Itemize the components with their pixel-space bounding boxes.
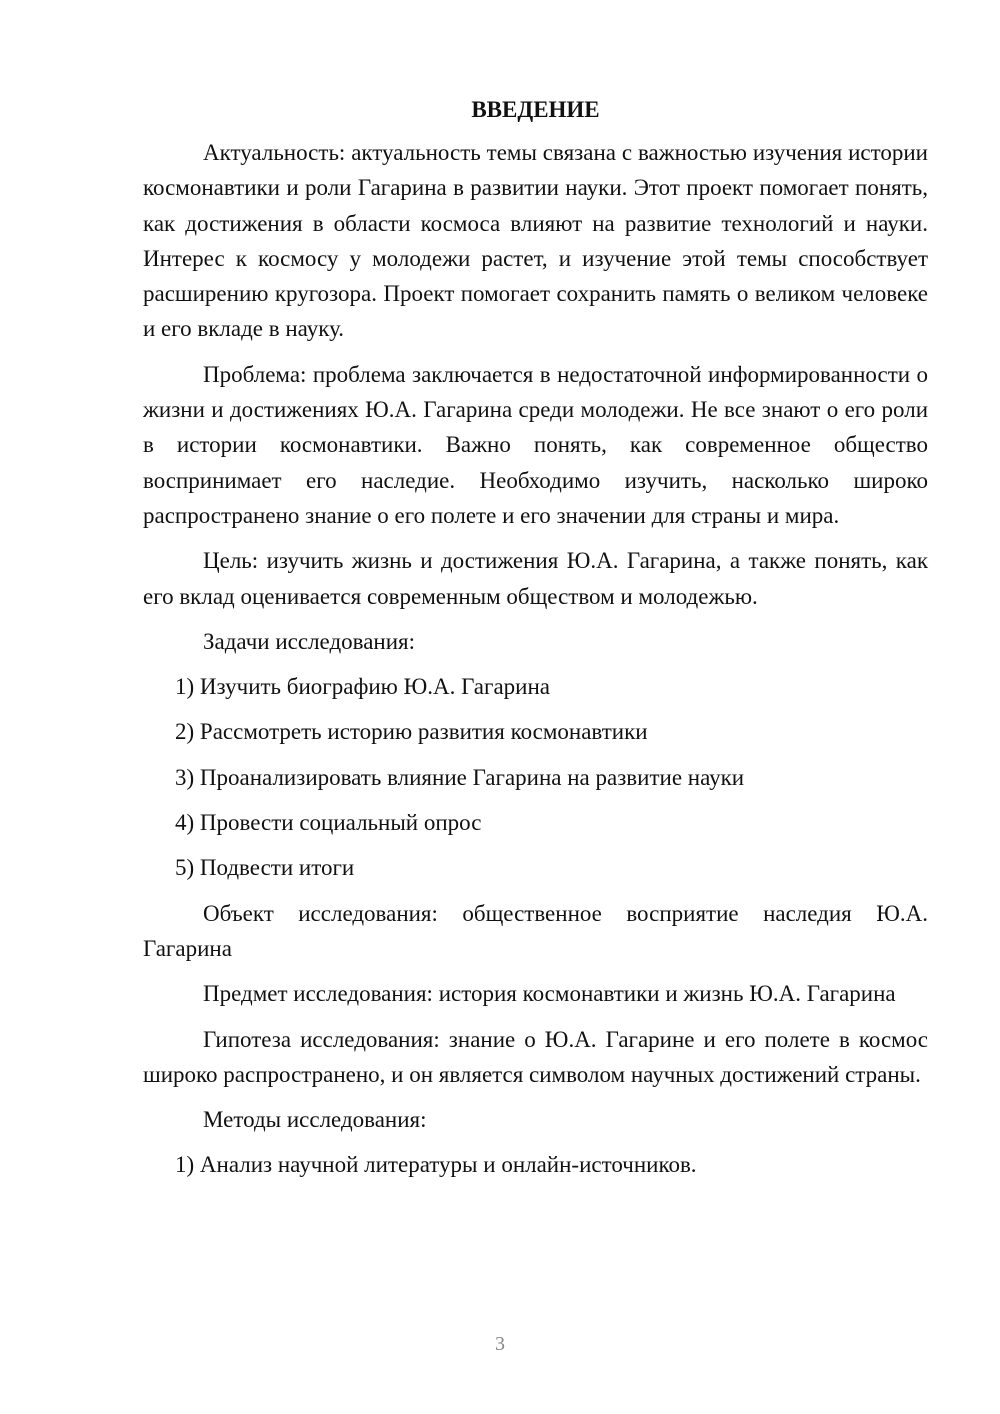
problem-paragraph: Проблема: проблема заключается в недостаточной информированности о жизни и достижениях Ю.А. Гагарина среди молодежи. Не все знают о его роли в истории космонавтики. Важно понять, как современное общество воспринимает его наследие. Необходимо изучить, насколько широко распространено знание о его полете и его значении для страны и мира.: [143, 361, 928, 528]
method-item: 1) Анализ научной литературы и онлайн-источников.: [175, 1152, 697, 1178]
section-heading: ВВЕДЕНИЕ: [471, 97, 600, 122]
task-item: 5) Подвести итоги: [175, 855, 355, 881]
object-paragraph: Объект исследования: общественное восприятие наследия Ю.А. Гагарина: [143, 900, 928, 961]
relevance-paragraph: Актуальность: актуальность темы связана с важностью изучения истории космонавтики и роли Гагарина в развитии науки. Этот проект помогает понять, как достижения в области космоса влияют на развитие технологий и науки. Интерес к космосу у молодежи растет, и изучение этой темы способствует расширению кругозора. Проект помогает сохранить память о великом человеке и его вкладе в науку.: [143, 140, 928, 342]
page-number: 3: [495, 1333, 505, 1355]
task-item: 4) Провести социальный опрос: [175, 810, 482, 836]
hypothesis-paragraph: Гипотеза исследования: знание о Ю.А. Гагарине и его полете в космос широко распространено, и он является символом научных достижений страны.: [143, 1026, 928, 1087]
task-item: 3) Проанализировать влияние Гагарина на развитие науки: [175, 764, 745, 790]
document-page: [143, 95, 928, 1193]
tasks-heading: Задачи исследования:: [203, 628, 416, 654]
task-item: 2) Рассмотреть историю развития космонавтики: [175, 719, 648, 745]
subject-paragraph: Предмет исследования: история космонавтики и жизнь Ю.А. Гагарина: [203, 981, 896, 1007]
task-item: 1) Изучить биографию Ю.А. Гагарина: [175, 674, 550, 700]
methods-heading: Методы исследования:: [203, 1107, 427, 1133]
goal-paragraph: Цель: изучить жизнь и достижения Ю.А. Гагарина, а также понять, как его вклад оценивается современным обществом и молодежью.: [143, 548, 928, 609]
